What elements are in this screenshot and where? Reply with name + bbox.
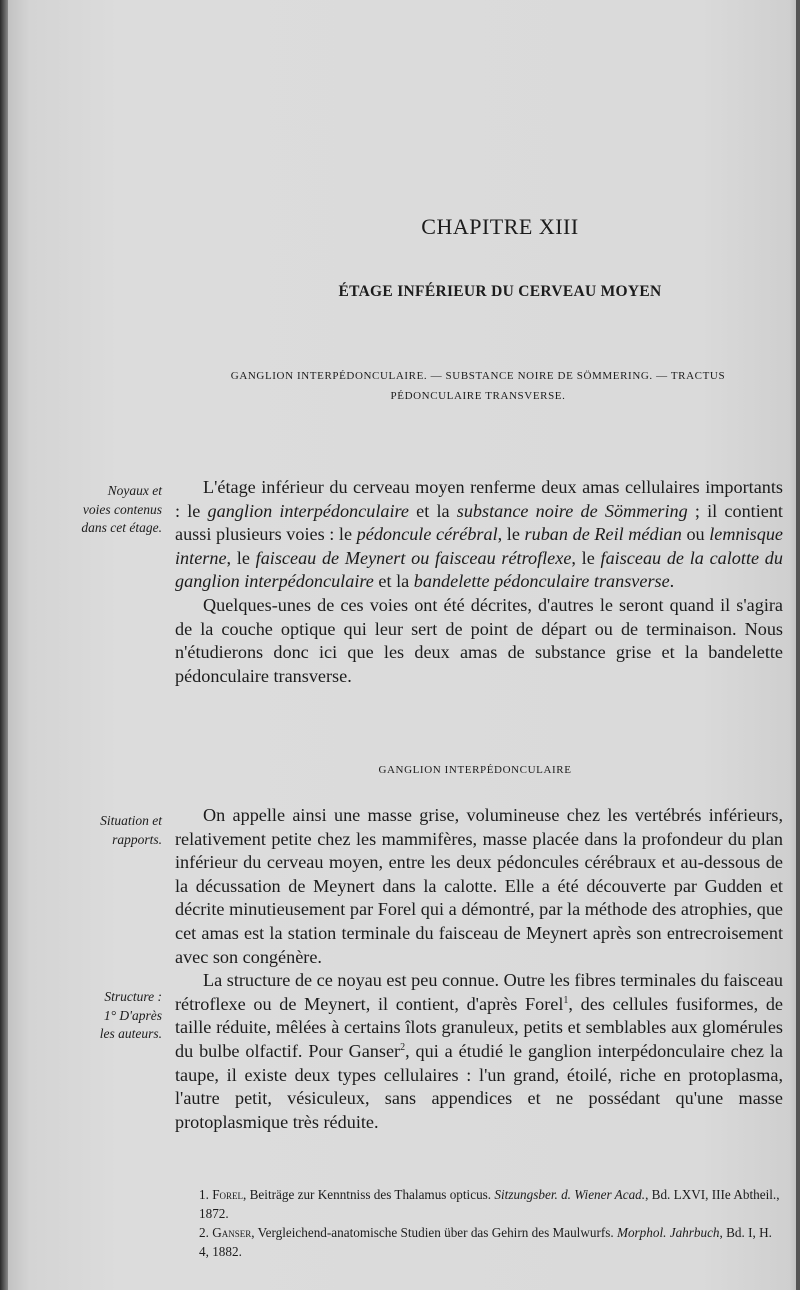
footnote-text: , Vergleichend-anatomische Studien über das Gehirn des Maulwurfs. <box>251 1225 617 1240</box>
margin-note-line: les auteurs. <box>99 1026 162 1041</box>
margin-note-line: rapports. <box>112 831 162 847</box>
italic-term: lemnisque interne <box>175 524 783 568</box>
section-title: ÉTAGE INFÉRIEUR DU CERVEAU MOYEN <box>338 283 662 300</box>
chapter-title: CHAPITRE XIII <box>421 214 579 239</box>
summary-line-1: GANGLION INTERPÉDONCULAIRE. — SUBSTANCE NOIRE DE SÖMMERING. — TRACTUS <box>230 370 726 382</box>
page-edge <box>796 0 800 1290</box>
text-run: , le <box>226 547 256 568</box>
footnotes <box>175 1185 785 1261</box>
margin-note-structure <box>40 988 162 1044</box>
footnote-text: , Bd. I, H. 4, 1882. <box>199 1225 772 1259</box>
paragraph-3: On appelle ainsi une masse grise, volumineuse chez les vertébrés inférieurs, relativement petite chez les mammifères, masse placée dans la profondeur du plan inférieur du cerveau moyen, entre les deux pédoncules cérébraux et au-dessous de la décussation de Meynert dans la calotte. Elle a été découverte par Gudden et décrite minutieusement par Forel qui a démontré, par la méthode des atrophies, que cet amas est la station terminale du faisceau de Meynert après son entrecroisement avec son congénère. <box>175 805 783 967</box>
paragraph-2: Quelques-unes de ces voies ont été décrites, d'autres le seront quand il s'agira de la couche optique qui leur sert de point de départ ou de terminaison. Nous n'étudierons donc ici que les deux amas de substance grise et la bandelette pédonculaire transverse. <box>175 594 783 686</box>
italic-term: bandelette pédonculaire transverse <box>413 571 670 592</box>
italic-term: substance noire de Sömmering <box>456 500 688 521</box>
text-run: ; il contient aussi plusieurs voies : le <box>175 500 783 545</box>
text-run: , le <box>497 524 525 545</box>
footnote-author: Forel <box>212 1187 244 1202</box>
text-block-ganglion <box>175 804 783 1134</box>
margin-note-line: voies contenus <box>82 501 162 517</box>
italic-term: pédoncule cérébral <box>356 524 498 545</box>
text-run: , qui a étudié le ganglion interpédonculaire chez la taupe, il existe deux types cellulaires : l'un grand, étoilé, riche en protoplasma, l'autre petit, vésiculeux, sans appendices et ne possédant qu'une masse protoplasmique très réduite. <box>175 1040 783 1132</box>
italic-term: ganglion interpédonculaire <box>207 500 409 521</box>
italic-term: faisceau de Meynert ou faisceau rétroflexe <box>255 547 572 568</box>
footnote-number: 2. <box>199 1225 209 1240</box>
margin-note-line: Noyaux et <box>107 483 162 498</box>
footnote-2 <box>175 1223 785 1261</box>
margin-note-line: dans cet étage. <box>81 520 162 535</box>
margin-note-line: Situation et <box>100 813 162 828</box>
text-run: La structure de ce noyau est peu connue. Outre les fibres terminales du faisceau rétroflexe ou de Meynert, il contient, d'après Forel <box>175 970 783 1014</box>
italic-term: ruban de Reil médian <box>524 524 682 545</box>
text-run: L'étage inférieur du cerveau moyen renferme deux amas cellulaires importants : le <box>175 477 783 521</box>
footnote-ref: 1 <box>563 994 569 1006</box>
footnote-ref: 2 <box>400 1041 406 1053</box>
margin-note-line: Structure : <box>104 989 162 1004</box>
text-run: ou <box>681 524 710 545</box>
footnote-journal: Morphol. Jahrbuch <box>616 1225 720 1240</box>
margin-note-situation <box>40 812 162 849</box>
text-run: et la <box>373 571 414 592</box>
margin-note-line: 1° D'après <box>103 1007 162 1023</box>
sub-heading: GANGLION INTERPÉDONCULAIRE <box>378 764 572 776</box>
text-run: et la <box>409 500 457 521</box>
margin-note-nuclei <box>40 482 162 538</box>
page-binding-shadow <box>0 0 8 1290</box>
text-run: . <box>669 571 675 592</box>
footnote-number: 1. <box>199 1187 209 1202</box>
chapter-summary <box>178 366 778 406</box>
text-block-intro <box>175 476 783 688</box>
footnote-1 <box>175 1185 785 1223</box>
italic-term: faisceau de la calotte du ganglion interpédonculaire <box>175 547 783 592</box>
footnote-text: , Beiträge zur Kenntniss des Thalamus opticus. <box>243 1187 495 1202</box>
text-run: , des cellules fusiformes, de taille réduite, mêlées à certains îlots granuleux, petits et semblables aux glomérules du bulbe olfactif. Pour Ganser <box>175 993 783 1061</box>
paragraph-4 <box>175 969 783 1134</box>
text-run: , le <box>571 547 601 568</box>
footnote-text: , Bd. LXVI, IIIe Abtheil., 1872. <box>199 1187 780 1221</box>
summary-line-2: PÉDONCULAIRE TRANSVERSE. <box>390 390 566 402</box>
footnote-journal: Sitzungsber. d. Wiener Acad. <box>494 1187 646 1202</box>
footnote-author: Ganser <box>212 1225 252 1240</box>
paragraph-1 <box>175 476 783 594</box>
